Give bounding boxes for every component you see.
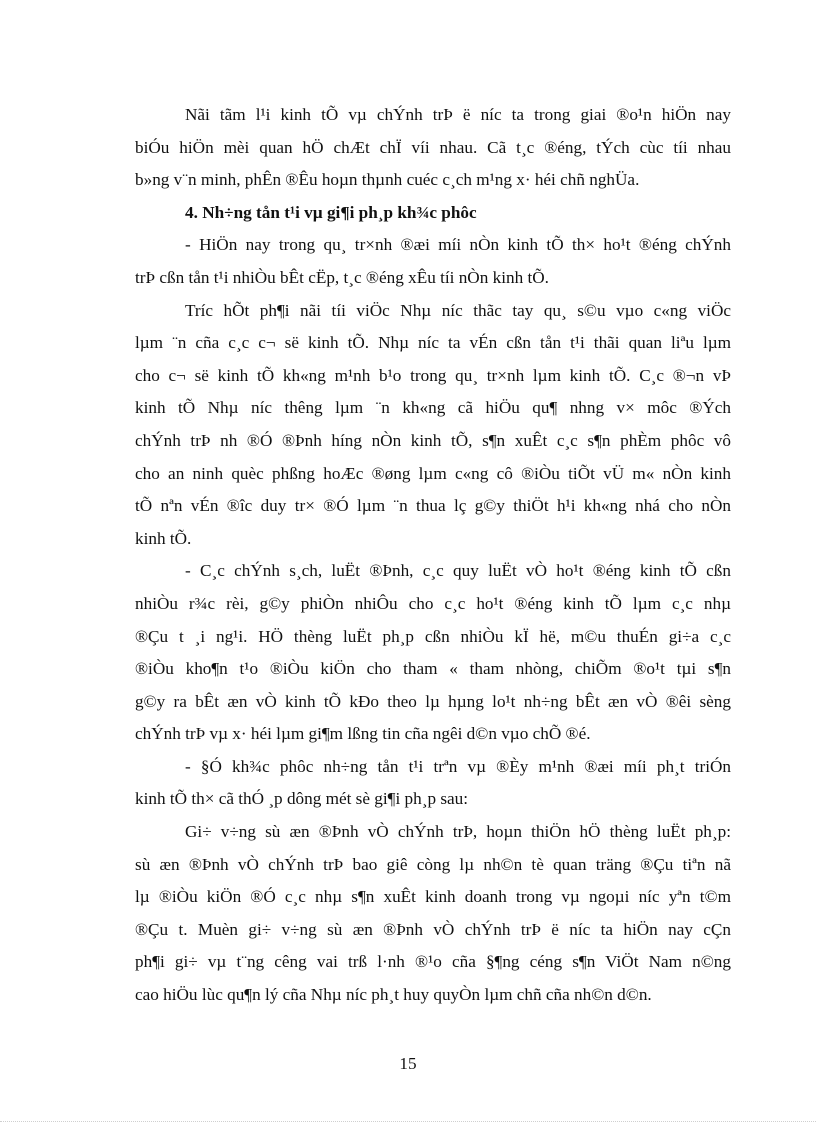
text-line: cao hiÖu lùc qu¶n lý cña Nhµ níc ph¸t huy quyÒn lµm chñ cña nh©n d©n.	[135, 985, 652, 1005]
page-number: 15	[399, 1054, 417, 1073]
text-line: kinh tÕ th× cã thÓ ¸p dông mét sè gi¶i ph¸p sau:	[135, 789, 469, 809]
text-line: - §Ó kh¾c phôc nh÷ng tån t¹i trªn vµ ®Èy m¹nh ®æi míi ph¸t triÓn	[185, 756, 731, 776]
text-line: cho c¬ së kinh tÕ kh«ng m¹nh b¹o trong qu¸ tr×nh lµm kinh tÕ. C¸c ®¬n vÞ	[135, 365, 731, 385]
text-line: nhiÒu r¾c rèi, g©y phiÒn nhiÔu cho c¸c ho¹t ®éng kinh tÕ lµm c¸c nhµ	[135, 593, 731, 613]
text-line: ®iÒu kho¶n t¹o ®iÒu kiÖn cho tham « tham nhòng, chiÕm ®o¹t tµi s¶n	[135, 659, 731, 679]
text-line: lµm ¨n cña c¸c c¬ së kinh tÕ. Nhµ níc ta vÉn cßn tån t¹i thãi quan liªu lµm	[135, 333, 731, 353]
text-line: sù æn ®Þnh vÒ chÝnh trÞ bao giê còng lµ nh©n tè quan träng ®Çu tiªn nã	[135, 854, 731, 874]
text-line: chÝnh trÞ vµ x· héi lµm gi¶m lßng tin cña ngêi d©n vµo chÕ ®é.	[135, 724, 591, 744]
body-text	[135, 99, 731, 1012]
text-line: kinh tÕ Nhµ níc thêng lµm ¨n kh«ng cã hiÖu qu¶ nhng v× môc ®Ých	[135, 398, 731, 418]
text-line: Tríc hÕt ph¶i nãi tíi viÖc Nhµ níc thãc tay qu¸ s©u vµo c«ng viÖc	[185, 300, 731, 320]
text-line: Nãi tãm l¹i kinh tÕ vµ chÝnh trÞ ë níc ta trong giai ®o¹n hiÖn nay	[185, 105, 731, 124]
text-line: ®Çu t. Muèn gi÷ v÷ng sù æn ®Þnh vÒ chÝnh trÞ ë níc ta hiÖn nay cÇn	[135, 919, 731, 939]
text-line: g©y ra bÊt æn vÒ kinh tÕ kÐo theo lµ hµng lo¹t nh÷ng bÊt æn vÒ ®êi sèng	[135, 691, 731, 711]
text-line: Gi÷ v÷ng sù æn ®Þnh vÒ chÝnh trÞ, hoµn thiÖn hÖ thèng luËt ph¸p:	[185, 822, 731, 842]
text-line: lµ ®iÒu kiÖn ®Ó c¸c nhµ s¶n xuÊt kinh doanh trong vµ ngoµi níc yªn t©m	[135, 887, 731, 907]
text-line: trÞ cßn tån t¹i nhiÒu bÊt cËp, t¸c ®éng xÊu tíi nÒn kinh tÕ.	[135, 267, 549, 287]
text-line: - HiÖn nay trong qu¸ tr×nh ®æi míi nÒn kinh tÕ th× ho¹t ®éng chÝnh	[185, 235, 731, 255]
page-bottom-divider	[0, 1121, 816, 1122]
text-line: chÝnh trÞ nh ®Ó ®Þnh híng nÒn kinh tÕ, s¶n xuÊt c¸c s¶n phÈm phôc vô	[135, 430, 731, 450]
text-line: kinh tÕ.	[135, 528, 192, 548]
text-line: - C¸c chÝnh s¸ch, luËt ®Þnh, c¸c quy luËt vÒ ho¹t ®éng kinh tÕ cßn	[185, 561, 731, 581]
text-line: ph¶i gi÷ vµ t¨ng cêng vai trß l·nh ®¹o cña §¶ng céng s¶n ViÖt Nam n©ng	[135, 952, 731, 972]
text-line: cho an ninh quèc phßng hoÆc ®øng lµm c«ng cô ®iÒu tiÕt vÜ m« nÒn kinh	[135, 463, 731, 483]
text-line: ®Çu t ¸i ng¹i. HÖ thèng luËt ph¸p cßn nhiÒu kÏ hë, m©u thuÉn gi÷a c¸c	[135, 626, 731, 646]
section-heading: 4. Nh÷ng tån t¹i vµ gi¶i ph¸p kh¾c phôc	[185, 202, 477, 222]
text-line: tÕ nªn vÉn ®îc duy tr× ®Ó lµm ¨n thua lç g©y thiÖt h¹i kh«ng nhá cho nÒn	[135, 496, 731, 516]
text-line: b»ng v¨n minh, phÊn ®Êu hoµn thµnh cuéc c¸ch m¹ng x· héi chñ nghÜa.	[135, 170, 640, 190]
text-line: biÓu hiÖn mèi quan hÖ chÆt chÏ víi nhau. Cã t¸c ®éng, tÝch cùc tíi nhau	[135, 137, 731, 157]
